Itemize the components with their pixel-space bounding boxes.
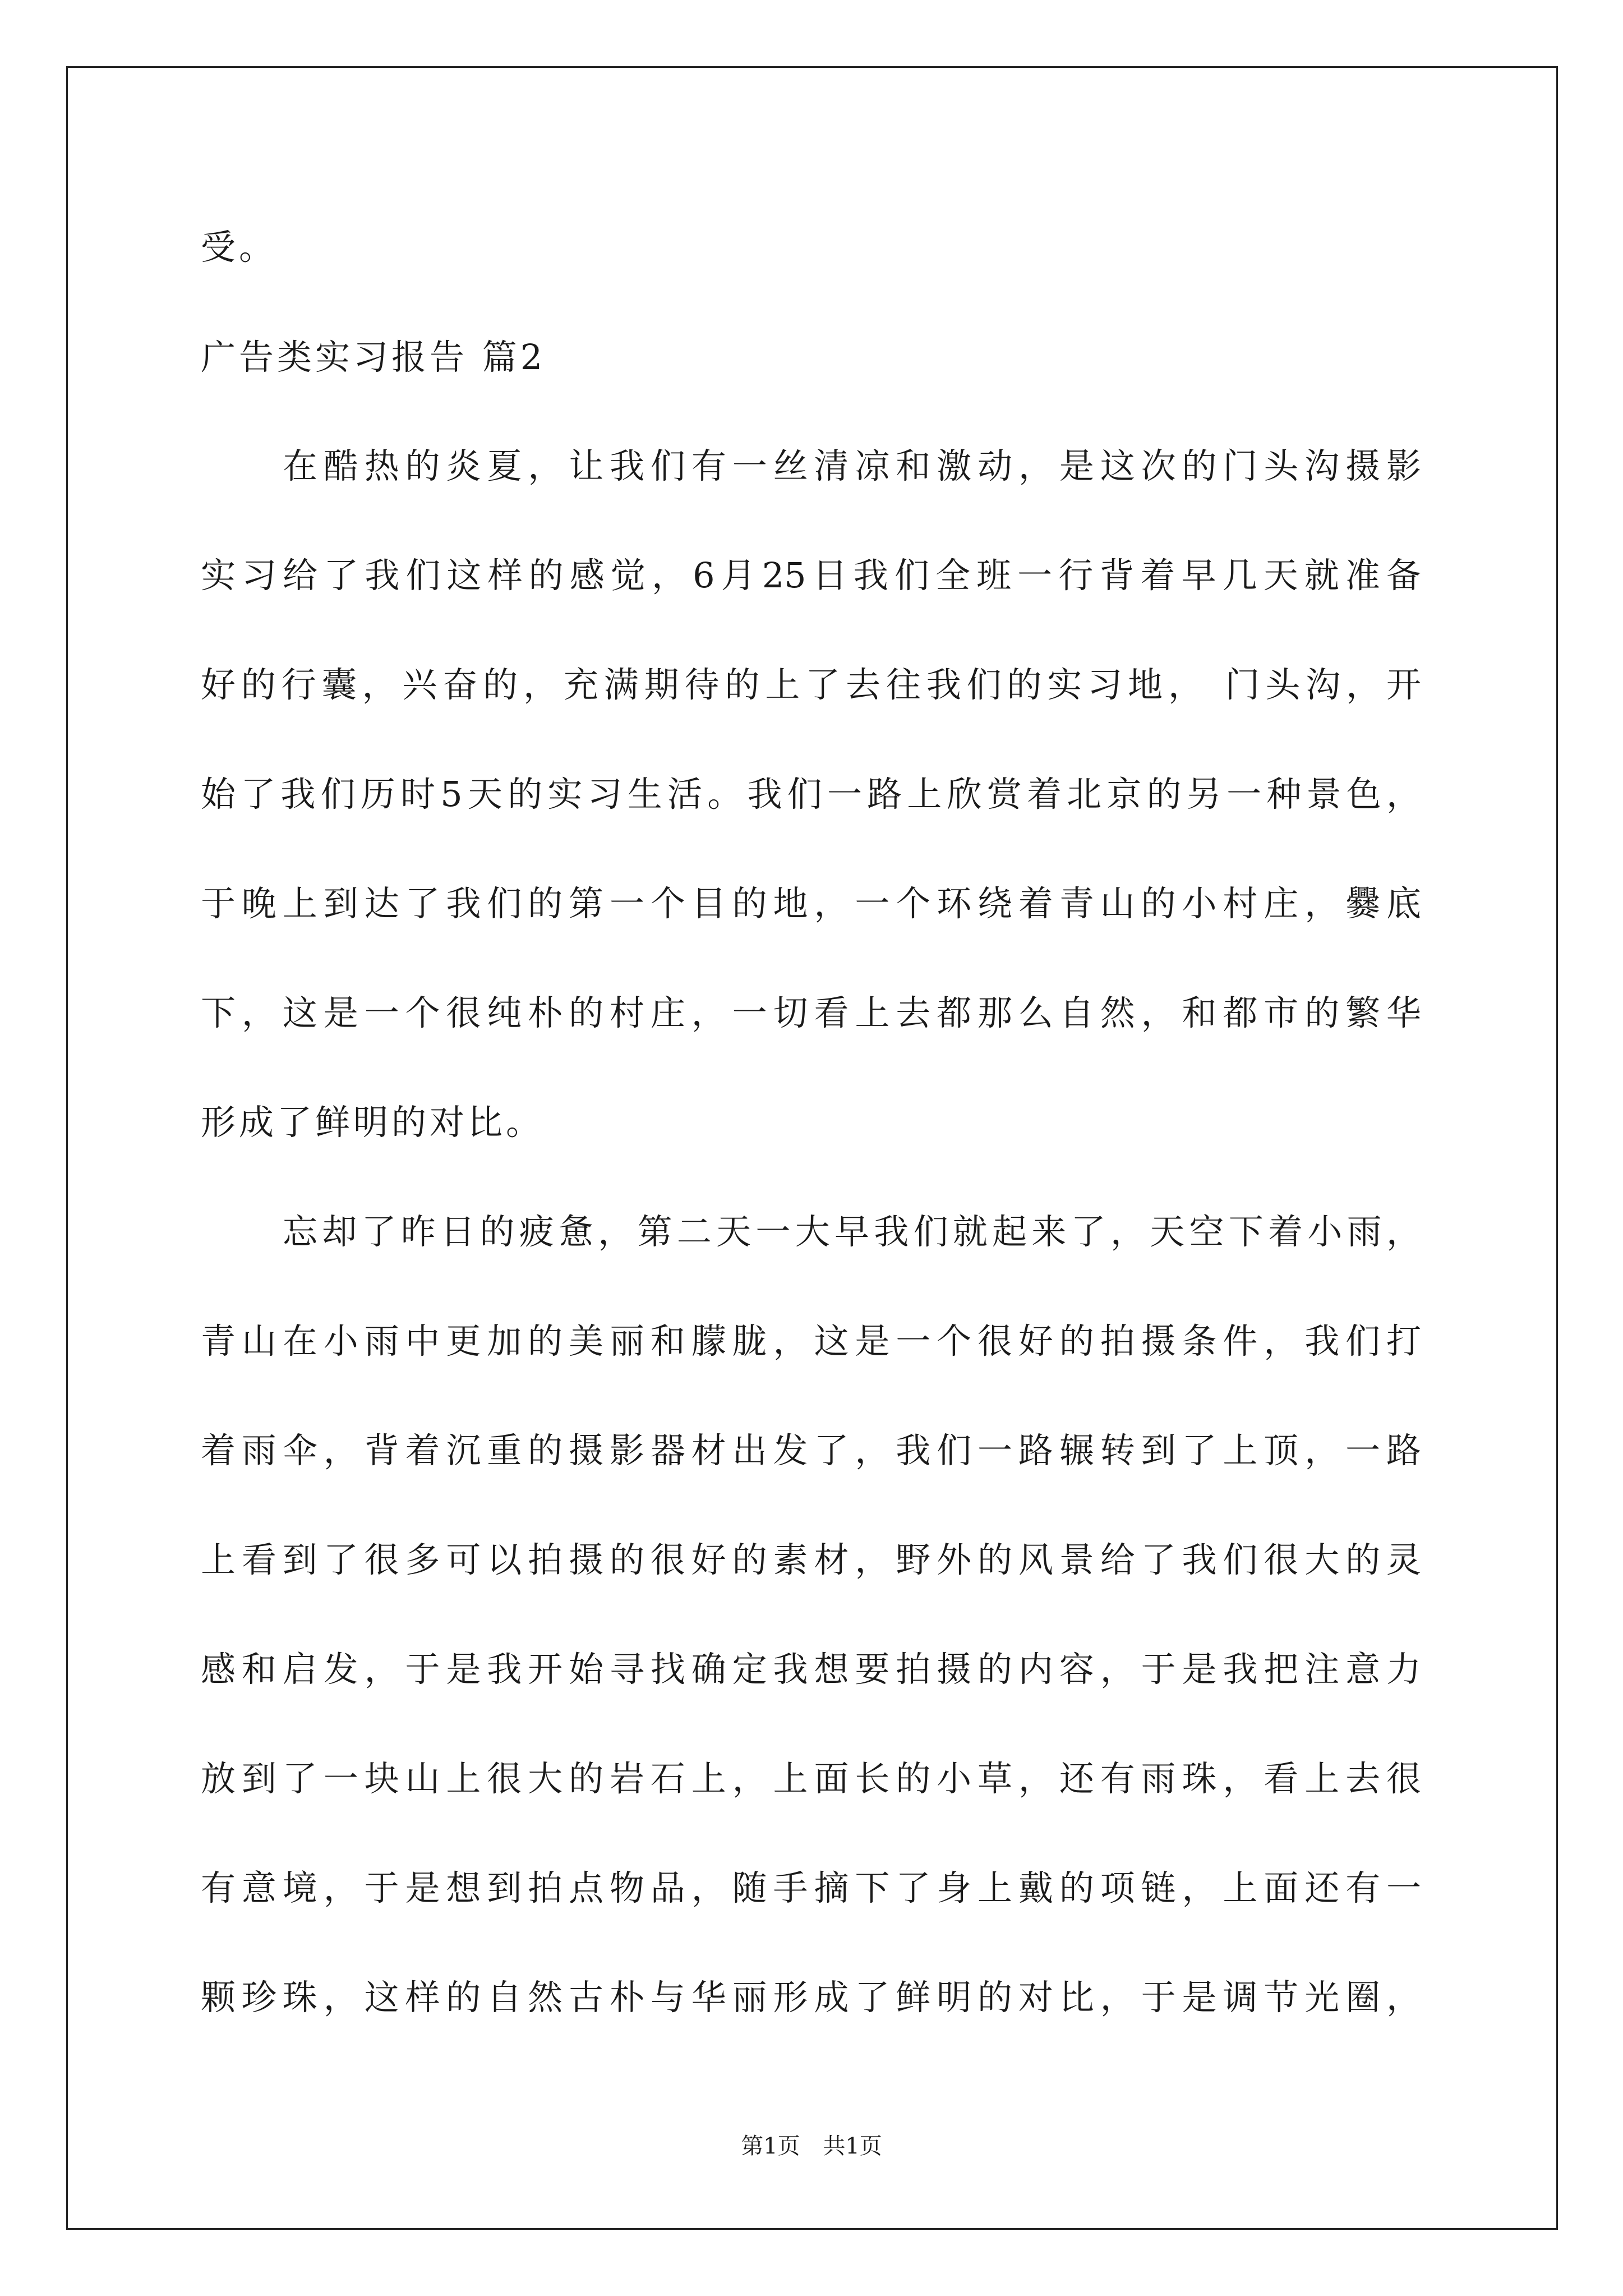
text-line: 在酷热的炎夏，让我们有一丝清凉和激动，是这次的门头沟摄影 <box>283 445 1421 486</box>
page-number: 第1页 <box>741 2133 800 2159</box>
text-line: 放到了一块山上很大的岩石上，上面长的小草，还有雨珠，看上去很 <box>201 1758 1421 1799</box>
text-line: 受。 <box>201 227 278 268</box>
text-line: 有意境，于是想到拍点物品，随手摘下了身上戴的项链，上面还有一 <box>201 1867 1421 1908</box>
text-line: 形成了鲜明的对比。 <box>201 1102 545 1143</box>
text-line: 实习给了我们这样的感觉，6月25日我们全班一行背着早几天就准备 <box>201 555 1421 596</box>
text-line: 于晚上到达了我们的第一个目的地，一个环绕着青山的小村庄，爨底 <box>201 883 1421 924</box>
text-line: 感和启发，于是我开始寻找确定我想要拍摄的内容，于是我把注意力 <box>201 1649 1421 1690</box>
section-heading: 广告类实习报告 篇2 <box>201 337 546 378</box>
text-line: 上看到了很多可以拍摄的很好的素材，野外的风景给了我们很大的灵 <box>201 1539 1421 1580</box>
text-line: 着雨伞，背着沉重的摄影器材出发了，我们一路辗转到了上顶，一路 <box>201 1430 1421 1471</box>
page-footer <box>0 2135 1623 2157</box>
text-line: 青山在小雨中更加的美丽和朦胧，这是一个很好的拍摄条件，我们打 <box>201 1320 1421 1361</box>
text-line: 颗珍珠，这样的自然古朴与华丽形成了鲜明的对比，于是调节光圈， <box>201 1977 1421 2018</box>
text-line: 好的行囊，兴奋的，充满期待的上了去往我们的实习地， 门头沟，开 <box>201 664 1421 705</box>
text-line: 忘却了昨日的疲惫，第二天一大早我们就起来了，天空下着小雨， <box>283 1211 1421 1252</box>
page-total: 共1页 <box>823 2133 882 2159</box>
text-line: 下，这是一个很纯朴的村庄，一切看上去都那么自然，和都市的繁华 <box>201 992 1421 1033</box>
text-line: 始了我们历时5天的实习生活。我们一路上欣赏着北京的另一种景色， <box>201 774 1421 815</box>
